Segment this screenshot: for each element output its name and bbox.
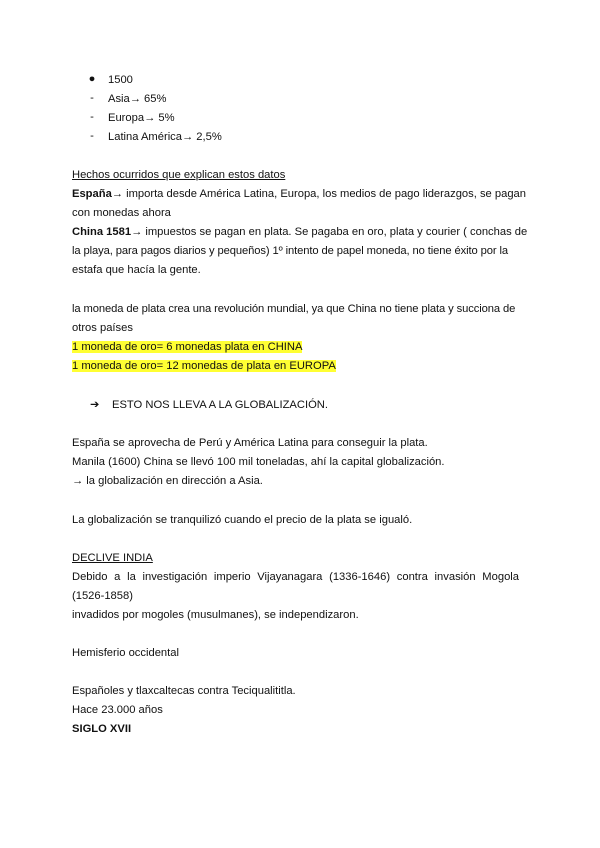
occidental-line-1: Españoles y tlaxcaltecas contra Teciqualititla. [72,685,296,697]
dash-marker: - [90,111,94,123]
india-heading-text: DECLIVE INDIA [72,552,153,564]
dash-marker: - [90,92,94,104]
espana-text: → importa desde América Latina, Europa, los medios de pago liderazgos, se pagan [111,188,526,200]
plata-line-1: la moneda de plata crea una revolución mundial, ya que China no tiene plata y succiona de [72,303,516,315]
china-label: China 1581 [72,226,132,238]
highlight-china-rate [72,340,528,354]
india-line-2: (1526-1858) [72,590,133,602]
occidental-heading: Hemisferio occidental [72,647,179,659]
espana-line-1 [72,187,528,201]
bullet-marker: ● [88,73,96,85]
list-item-latina-america: Latina América→ 2,5% [108,131,222,143]
highlight-europa-text: 1 moneda de oro= 12 monedas de plata en EUROPA [72,360,336,372]
globalizacion-line-2: Manila (1600) China se llevó 100 mil toneladas, ahí la capital globalización. [72,456,445,468]
highlight-china-text: 1 moneda de oro= 6 monedas plata en CHINA [72,341,303,353]
list-item-asia: Asia→ 65% [108,93,167,105]
india-line-1: Debido a la investigación imperio Vijayanagara (1336-1646) contra invasión Mogola [72,571,520,583]
espana-label: España [72,188,112,200]
list-item-1500: 1500 [108,74,133,86]
list-item-europa: Europa→ 5% [108,112,175,124]
india-heading [72,551,528,565]
globalizacion-line-1: España se aprovecha de Perú y América Latina para conseguir la plata. [72,437,428,449]
plata-line-2: otros países [72,322,133,334]
india-line-3: invadidos por mogoles (musulmanes), se independizaron. [72,609,359,621]
occidental-line-2: Hace 23.000 años [72,704,163,716]
dash-marker: - [90,130,94,142]
china-line-1 [72,225,528,239]
china-line-2: la playa, para pagos diarios y pequeños) 1º intento de papel moneda, no tiene éxito por la [72,245,509,257]
arrow-icon: ➔ [90,399,100,411]
highlight-europa-rate [72,359,528,373]
globalizacion-line-3: → la globalización en dirección a Asia. [72,475,263,487]
hechos-heading [72,168,528,182]
china-text: → impuestos se pagan en plata. Se pagaba en oro, plata y courier ( conchas de [131,226,528,238]
china-line-3: estafa que hacía la gente. [72,264,201,276]
hechos-heading-text: Hechos ocurridos que explican estos datos [72,169,286,181]
espana-line-2: con monedas ahora [72,207,171,219]
globalizacion-arrow-item [90,398,528,412]
globalizacion-statement: ESTO NOS LLEVA A LA GLOBALIZACIÓN. [112,399,328,411]
siglo-heading: SIGLO XVII [72,723,132,735]
globalizacion-line-4: La globalización se tranquilizó cuando el precio de la plata se igualó. [72,514,413,526]
